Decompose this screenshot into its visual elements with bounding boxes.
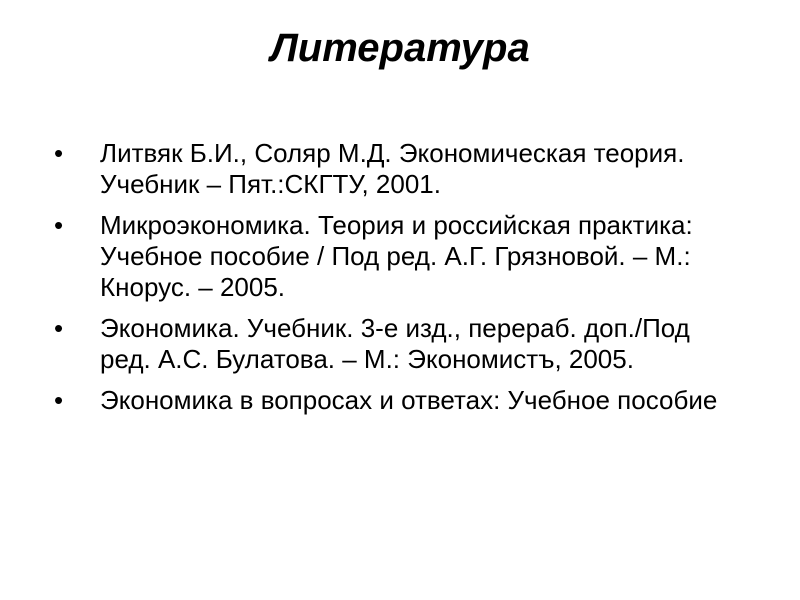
bibliography-item — [54, 313, 734, 375]
bibliography-item-text: Экономика в вопросах и ответах: Учебное пособие — [100, 385, 718, 415]
bibliography-item-text: Литвяк Б.И., Соляр М.Д. Экономическая теория. Учебник – Пят.:СКГТУ, 2001. — [100, 138, 685, 199]
bibliography-list — [54, 138, 734, 426]
bibliography-item-text: Экономика. Учебник. 3-е изд., перераб. доп./Под ред. А.С. Булатова. – М.: Экономистъ, 2005. — [100, 313, 690, 374]
bibliography-item — [54, 385, 734, 416]
bibliography-item — [54, 138, 734, 200]
bullet-icon: • — [54, 138, 64, 168]
slide-title: Литература — [270, 26, 530, 70]
bullet-icon: • — [54, 385, 64, 415]
bullet-icon: • — [54, 210, 64, 240]
bullet-icon: • — [54, 313, 64, 343]
bibliography-item-text: Микроэкономика. Теория и российская практика: Учебное пособие / Под ред. А.Г. Грязновой. – М.: Кнорус. – 2005. — [100, 210, 693, 302]
bibliography-item — [54, 210, 734, 303]
